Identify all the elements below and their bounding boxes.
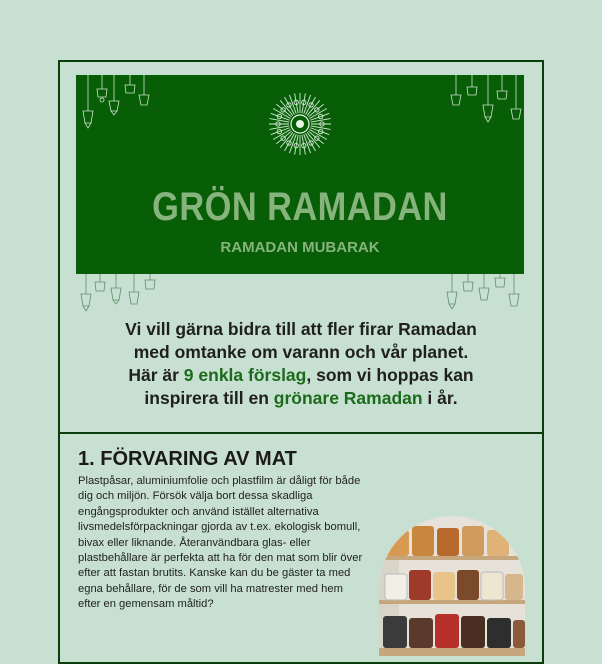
intro-text: [80, 318, 522, 410]
section-divider: [60, 432, 542, 434]
document-page: [58, 60, 544, 664]
intro-line: [80, 387, 522, 410]
intro-highlight: grönare Ramadan: [273, 388, 423, 408]
food-storage-jars-photo: [379, 516, 525, 656]
intro-line: med omtanke om varann och vår planet.: [133, 342, 469, 362]
mandala-ornament-icon: [266, 90, 334, 158]
hanging-lanterns-icon: [444, 75, 524, 137]
intro-text-segment: , som vi hoppas kan: [306, 365, 474, 385]
section-title: 1. FÖRVARING AV MAT: [78, 448, 297, 470]
intro-text-segment: inspirera till en: [144, 388, 274, 408]
banner-subtitle: RAMADAN MUBARAK: [220, 239, 380, 256]
intro-text-segment: i år.: [422, 388, 458, 408]
hanging-lanterns-icon: [444, 274, 524, 320]
intro-text-segment: Här är: [128, 365, 184, 385]
intro-line: Vi vill gärna bidra till att fler firar Ramadan: [125, 319, 477, 339]
hanging-lanterns-icon: [78, 274, 188, 320]
banner-title: GRÖN RAMADAN: [152, 185, 448, 229]
intro-line: [80, 364, 522, 387]
section-body: Plastpåsar, aluminiumfolie och plastfilm är dåligt för både dig och miljön. Försök välja bort dessa skadliga engångsprodukter och använd istället alternativa livsmedelsförpackningar gjorda av t.ex. ekologisk bomull, bivax eller liknande. Återanvändbara glas- eller plastbehållare är perfekta att ha för den mat som blir över efter att fastan brutits. Kanske kan du be gäster ta med egna behållare, för de som vill ha matrester med hem efter en gemensam måltid?: [78, 475, 363, 611]
hanging-lanterns-icon: [80, 75, 160, 137]
intro-highlight: 9 enkla förslag: [183, 365, 307, 385]
